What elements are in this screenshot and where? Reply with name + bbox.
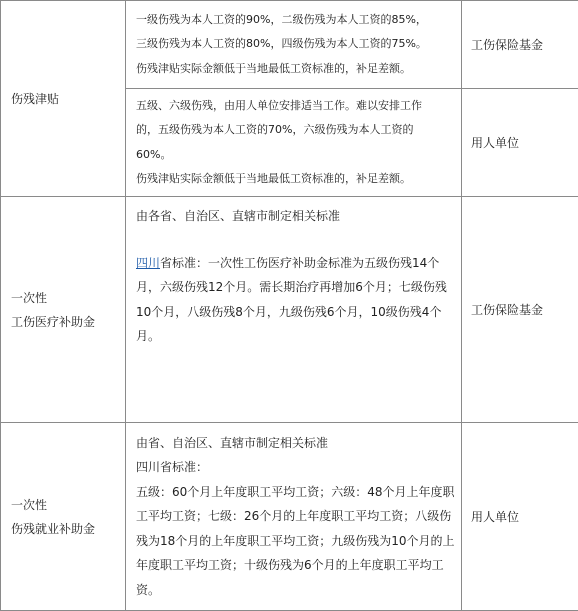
spacer (136, 229, 455, 251)
standard-line: 的，五级伤残为本人工资的70%，六级伤残为本人工资的 (136, 118, 455, 143)
item-label: 伤残就业补助金 (11, 517, 124, 541)
payer-cell (462, 197, 578, 423)
payer-label: 用人单位 (471, 136, 519, 150)
standard-line: 四川省标准： (136, 455, 455, 480)
standard-line: 伤残津贴实际金额低于当地最低工资标准的，补足差额。 (136, 167, 455, 192)
standard-line: 由省、自治区、直辖市制定相关标准 (136, 431, 455, 456)
table-row (1, 423, 578, 611)
item-cell-disability-allowance (1, 1, 126, 197)
item-label: 一次性 (11, 286, 124, 310)
province-link[interactable]: 四川 (136, 256, 160, 270)
payer-label: 工伤保险基金 (471, 38, 543, 52)
standard-line: 工平均工资；七级：26个月的上年度职工平均工资；八级伤 (136, 504, 455, 529)
standard-line: 三级伤残为本人工资的80%，四级伤残为本人工资的75%。 (136, 32, 455, 57)
standard-cell (126, 423, 462, 611)
standard-line: 五级、六级伤残，由用人单位安排适当工作。难以安排工作 (136, 94, 455, 119)
standard-line: 五级：60个月上年度职工平均工资；六级：48个月上年度职 (136, 480, 455, 505)
standard-line: 由各省、自治区、直辖市制定相关标准 (136, 204, 455, 229)
standard-cell (126, 1, 462, 89)
standard-line: 资。 (136, 578, 455, 603)
item-label: 伤残津贴 (11, 87, 124, 111)
payer-cell (462, 423, 578, 611)
item-cell-employment-subsidy (1, 423, 126, 611)
item-label: 一次性 (11, 493, 124, 517)
standard-cell (126, 89, 462, 197)
standard-line: 月。 (136, 324, 455, 349)
standard-cell (126, 197, 462, 423)
payer-cell (462, 89, 578, 197)
standard-line: 残为18个月的上年度职工平均工资；九级伤残为10个月的上 (136, 529, 455, 554)
standard-line: 一级伤残为本人工资的90%，二级伤残为本人工资的85%， (136, 8, 455, 33)
standard-line: 60%。 (136, 143, 455, 168)
standard-line: 月，六级伤残12个月。需长期治疗再增加6个月；七级伤残 (136, 275, 455, 300)
table-row (1, 197, 578, 423)
item-label: 工伤医疗补助金 (11, 310, 124, 334)
payer-cell (462, 1, 578, 89)
standard-line: 10个月，八级伤残8个月，九级伤残6个月，10级伤残4个 (136, 300, 455, 325)
standard-line: 年度职工平均工资；十级伤残为6个月的上年度职工平均工 (136, 553, 455, 578)
payer-label: 工伤保险基金 (471, 303, 543, 317)
standard-line: 四川省标准：一次性工伤医疗补助金标准为五级伤残14个 (136, 251, 455, 276)
table-row (1, 1, 578, 89)
standard-line: 伤残津贴实际金额低于当地最低工资标准的，补足差额。 (136, 57, 455, 82)
item-cell-medical-subsidy (1, 197, 126, 423)
payer-label: 用人单位 (471, 510, 519, 524)
